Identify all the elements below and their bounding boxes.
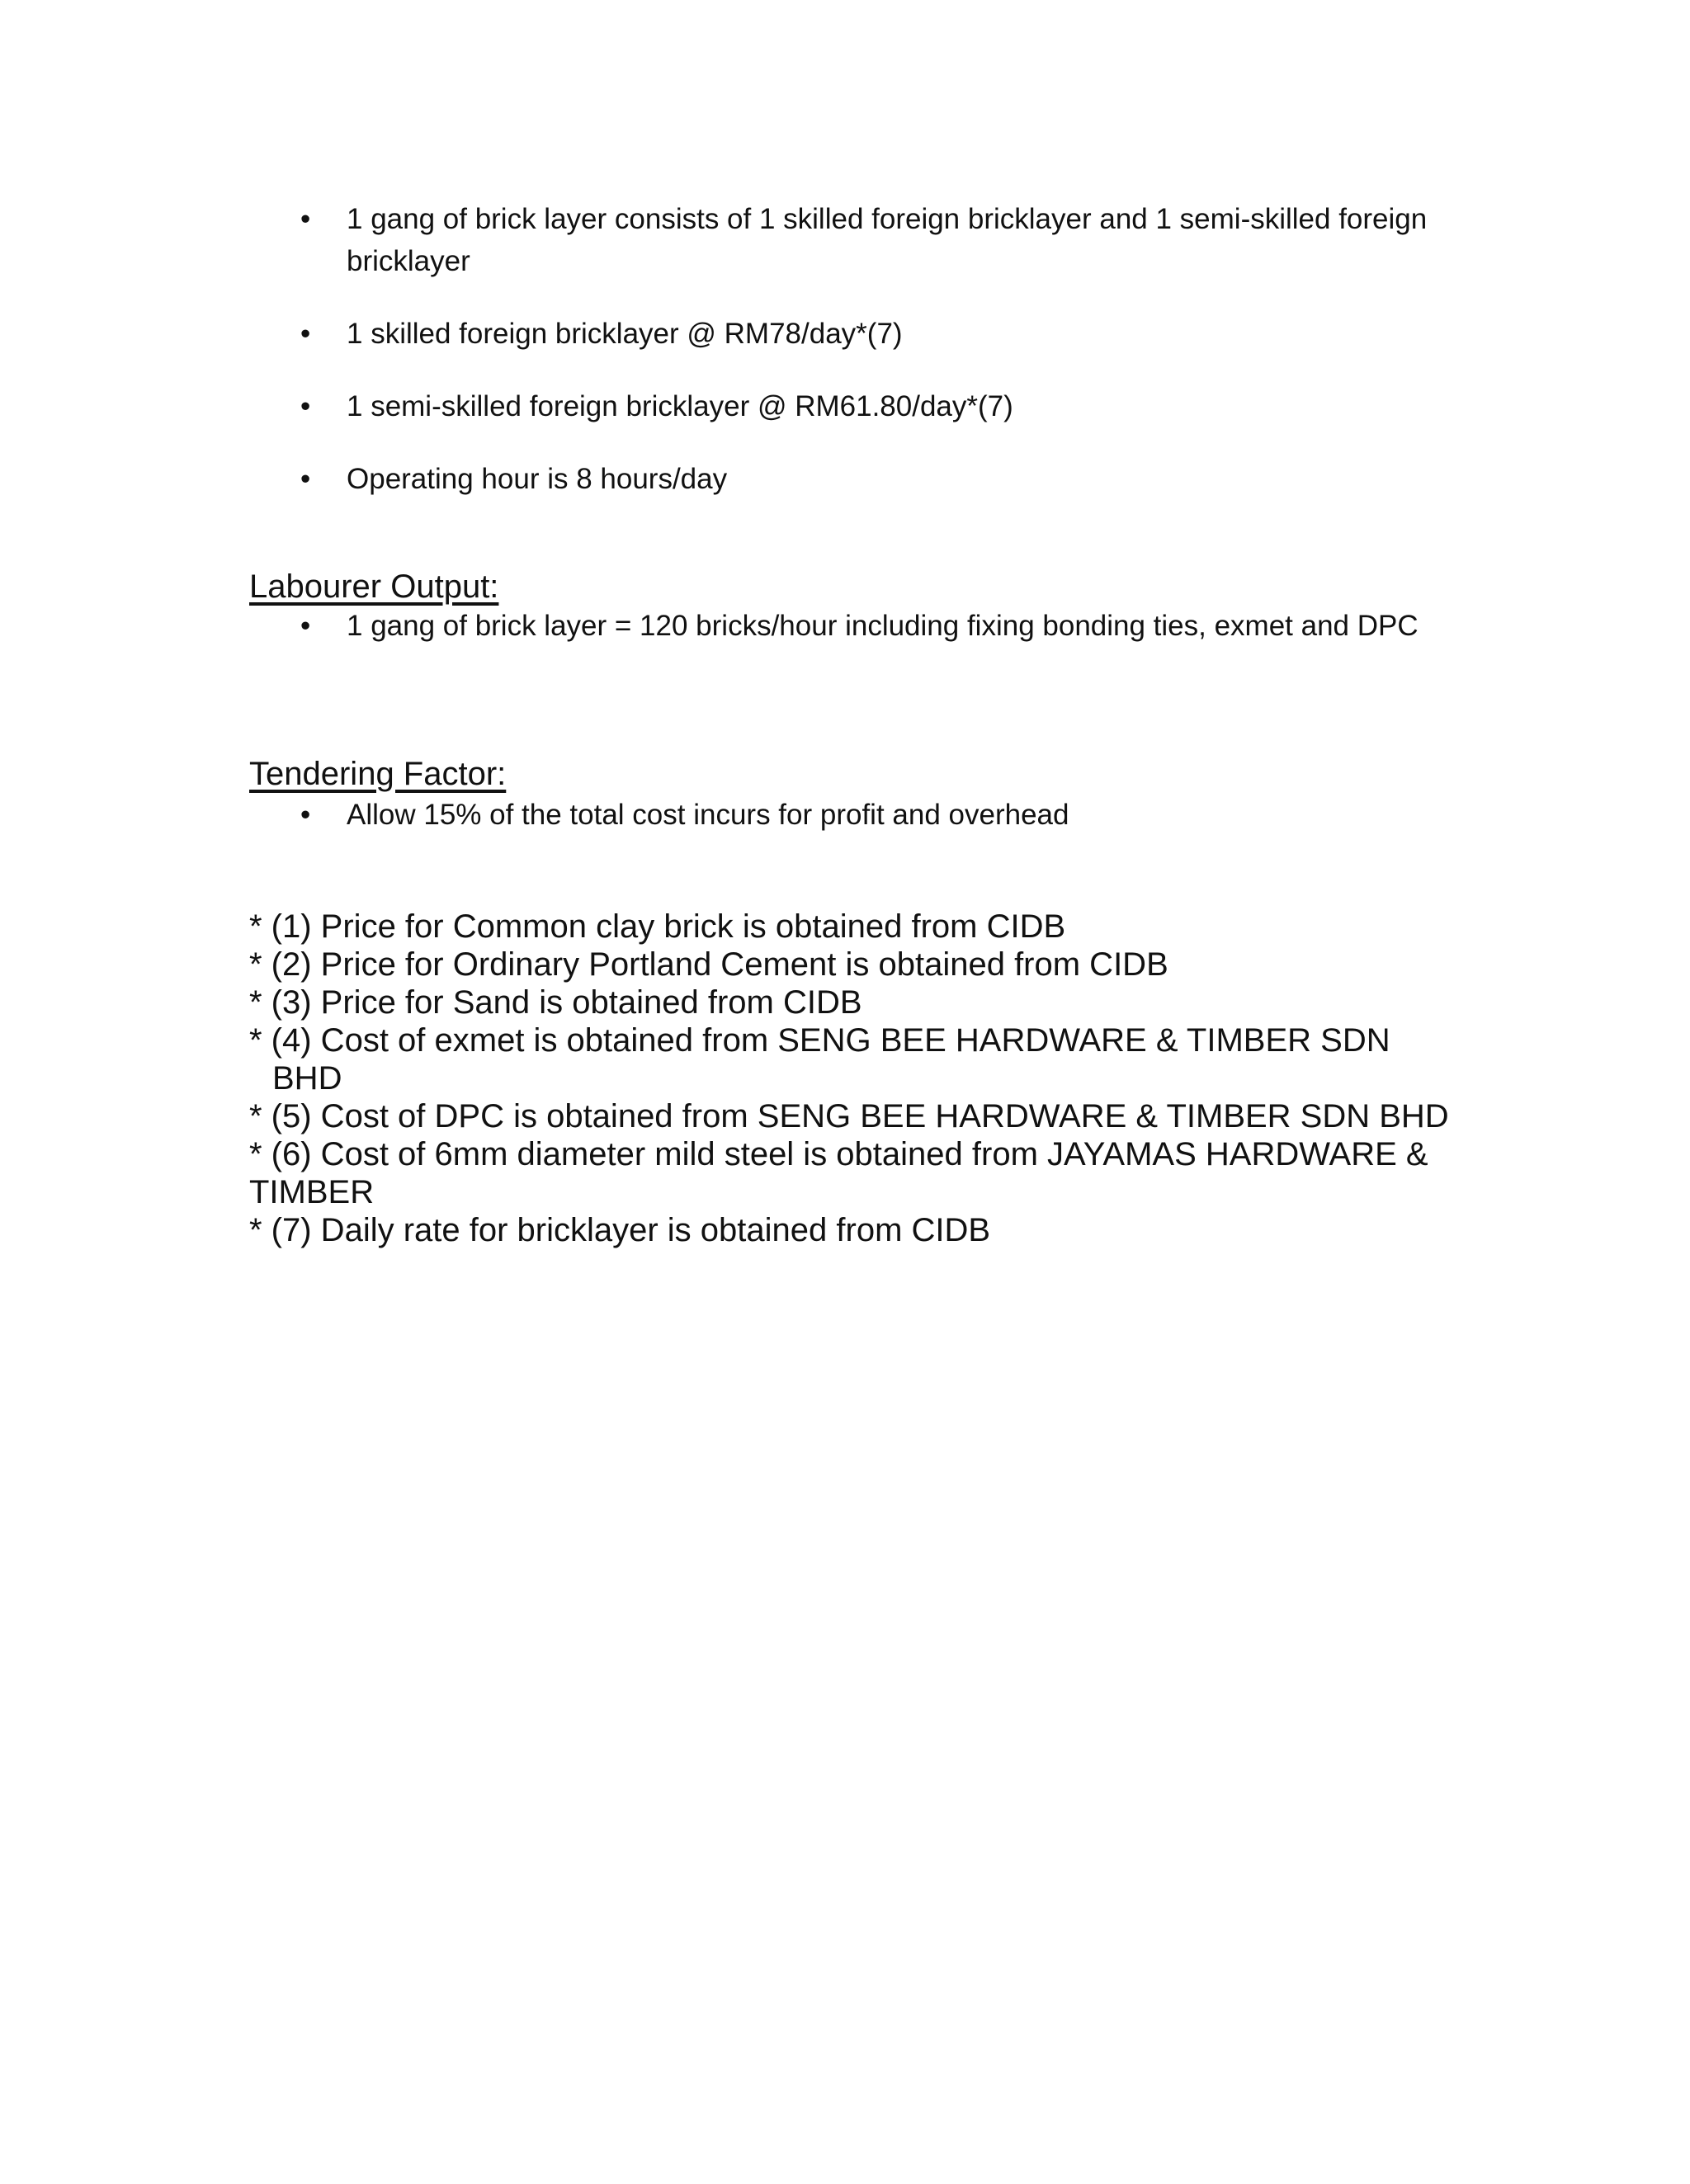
list-item: [300, 605, 1444, 647]
assumptions-list: [300, 198, 1444, 531]
list-item: [300, 313, 1444, 355]
labourer-output-heading: Labourer Output:: [249, 568, 499, 605]
list-item: [300, 794, 1444, 836]
list-item-text: 1 gang of brick layer = 120 bricks/hour including fixing bonding ties, exmet and DPC: [347, 610, 1419, 642]
source-note-5: * (5) Cost of DPC is obtained from SENG BEE HARDWARE & TIMBER SDN BHD: [249, 1098, 1449, 1134]
list-item: [300, 198, 1444, 282]
list-item-text: Operating hour is 8 hours/day: [347, 463, 728, 495]
list-item: [300, 385, 1444, 427]
list-item-text: 1 skilled foreign bricklayer @ RM78/day*(7): [347, 318, 903, 350]
tendering-factor-heading: Tendering Factor:: [249, 756, 507, 792]
source-note-3: * (3) Price for Sand is obtained from CIDB: [249, 984, 862, 1021]
bullet-icon: •: [300, 610, 311, 642]
bullet-icon: •: [300, 318, 311, 350]
bullet-icon: •: [300, 463, 311, 495]
bullet-icon: •: [300, 203, 311, 235]
source-note-4: * (4) Cost of exmet is obtained from SENG BEE HARDWARE & TIMBER SDN BHD: [249, 1022, 1390, 1097]
source-note-2: * (2) Price for Ordinary Portland Cement is obtained from CIDB: [249, 946, 1168, 983]
list-item-text: 1 semi-skilled foreign bricklayer @ RM61.80/day*(7): [347, 390, 1013, 422]
list-item-text: 1 gang of brick layer consists of 1 skilled foreign bricklayer and 1 semi-skilled foreign bricklayer: [347, 203, 1428, 277]
labourer-output-list: [300, 605, 1444, 647]
bullet-icon: •: [300, 799, 311, 831]
source-notes: [249, 908, 1454, 1249]
list-item: [300, 458, 1444, 500]
source-note-7: * (7) Daily rate for bricklayer is obtained from CIDB: [249, 1212, 991, 1248]
source-note-1: * (1) Price for Common clay brick is obtained from CIDB: [249, 908, 1066, 945]
tendering-factor-list: [300, 794, 1444, 836]
bullet-icon: •: [300, 390, 311, 422]
source-note-6: * (6) Cost of 6mm diameter mild steel is obtained from JAYAMAS HARDWARE & TIMBER: [249, 1136, 1428, 1210]
list-item-text: Allow 15% of the total cost incurs for profit and overhead: [347, 799, 1069, 831]
